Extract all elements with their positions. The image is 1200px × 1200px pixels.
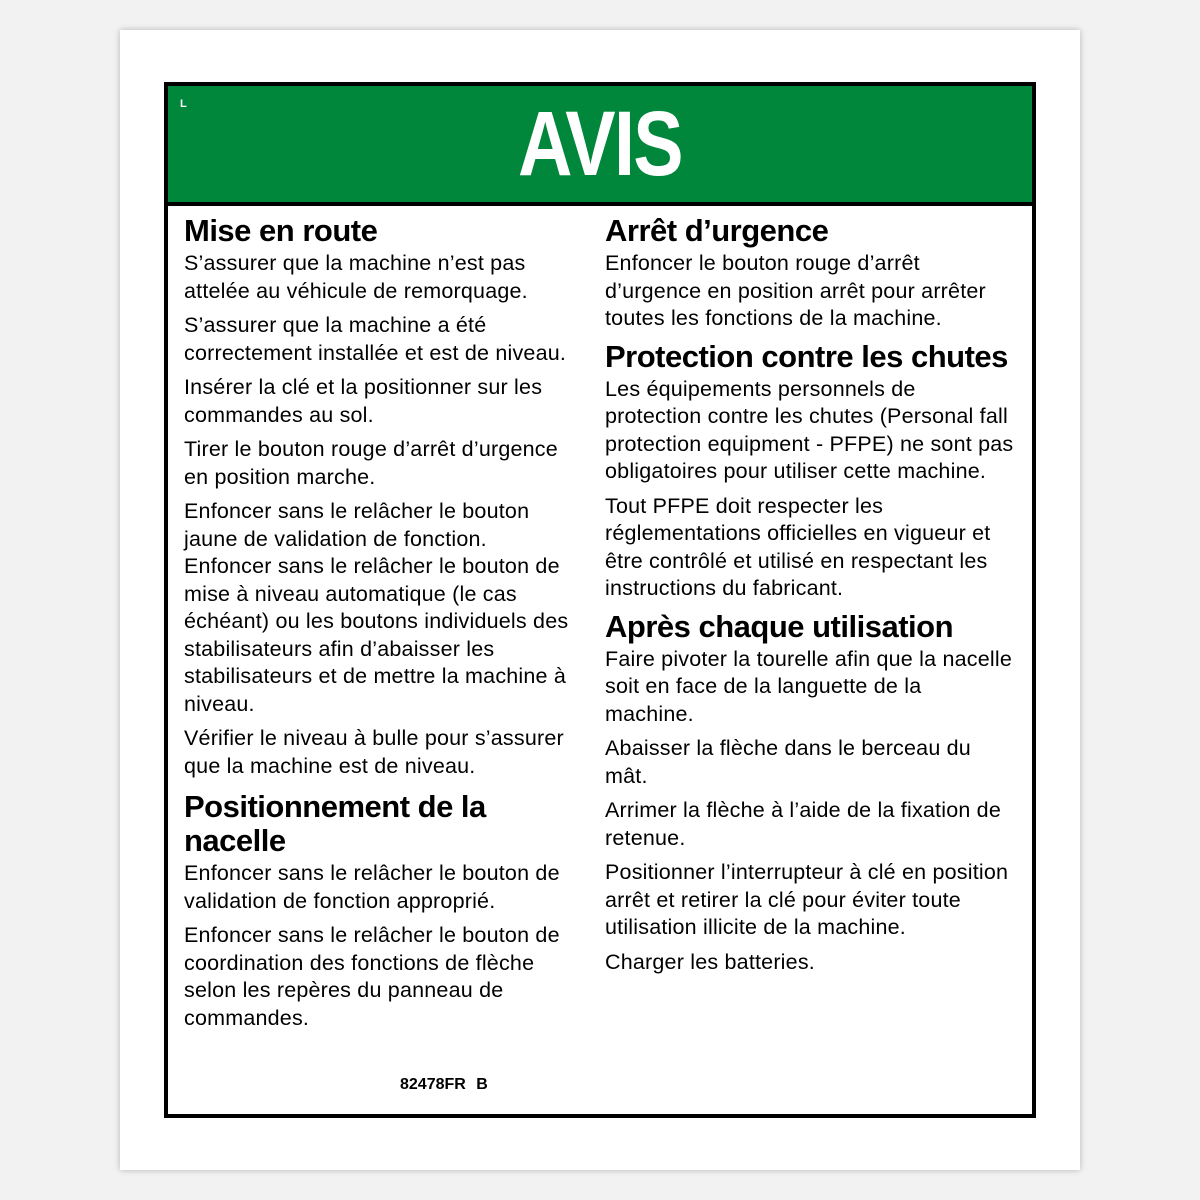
startup-step-3: Insérer la clé et la positionner sur les commandes au sol.: [184, 375, 543, 427]
startup-step-1: S’assurer que la machine n’est pas attelée au véhicule de remorquage.: [184, 251, 528, 303]
after-use-step-1: Faire pivoter la tourelle afin que la nacelle soit en face de la languette de la machine.: [605, 646, 1012, 726]
startup-step-7: Vérifier le niveau à bulle pour s’assurer que la machine est de niveau.: [184, 726, 564, 778]
startup-step-2: S’assurer que la machine a été correctement installée et est de niveau.: [184, 313, 567, 365]
part-number: 82478FR B: [400, 1076, 488, 1093]
notice-title: AVIS: [518, 93, 682, 195]
section-heading-fall-protection: Protection contre les chutes: [605, 338, 1008, 374]
notice-header: [168, 86, 1032, 206]
startup-step-5: Enfoncer sans le relâcher le bouton jaune de validation de fonction.: [184, 499, 530, 551]
after-use-step-2: Abaisser la flèche dans le berceau du mât.: [605, 736, 971, 788]
corner-mark: L: [180, 98, 187, 110]
right-column: [605, 214, 1015, 983]
section-heading-platform-positioning: Positionnement de la nacelle: [184, 789, 486, 858]
emergency-stop-text: Enfoncer le bouton rouge d’arrêt d’urgence en position arrêt pour arrêter toutes les fonctions de la machine.: [605, 251, 986, 330]
positioning-step-1: Enfoncer sans le relâcher le bouton de validation de fonction approprié.: [184, 861, 560, 913]
section-heading-after-use: Après chaque utilisation: [605, 608, 954, 644]
after-use-step-3: Arrimer la flèche à l’aide de la fixation de retenue.: [605, 798, 1001, 850]
after-use-step-5: Charger les batteries.: [605, 949, 815, 974]
fall-protection-text-2: Tout PFPE doit respecter les réglementations officielles en vigueur et être contrôlé et utilisé en respectant les instructions du fabricant.: [605, 493, 991, 600]
left-column: [184, 214, 584, 1039]
after-use-step-4: Positionner l’interrupteur à clé en position arrêt et retirer la clé pour éviter toute utilisation illicite de la machine.: [605, 860, 1009, 939]
positioning-step-2: Enfoncer sans le relâcher le bouton de coordination des fonctions de flèche selon les repères du panneau de commandes.: [184, 923, 560, 1030]
startup-step-6: Enfoncer sans le relâcher le bouton de mise à niveau automatique (le cas échéant) ou les boutons individuels des stabilisateurs afin d’abaisser les stabilisateurs et de mettre la machine à niveau.: [184, 554, 569, 716]
notice-decal: [164, 82, 1036, 1118]
section-heading-startup: Mise en route: [184, 213, 378, 248]
startup-step-4: Tirer le bouton rouge d’arrêt d’urgence en position marche.: [184, 437, 558, 489]
section-heading-emergency-stop: Arrêt d’urgence: [605, 213, 829, 248]
fall-protection-text-1: Les équipements personnels de protection contre les chutes (Personal fall protection equipment - PFPE) ne sont pas obligatoires pour utiliser cette machine.: [605, 376, 1014, 483]
